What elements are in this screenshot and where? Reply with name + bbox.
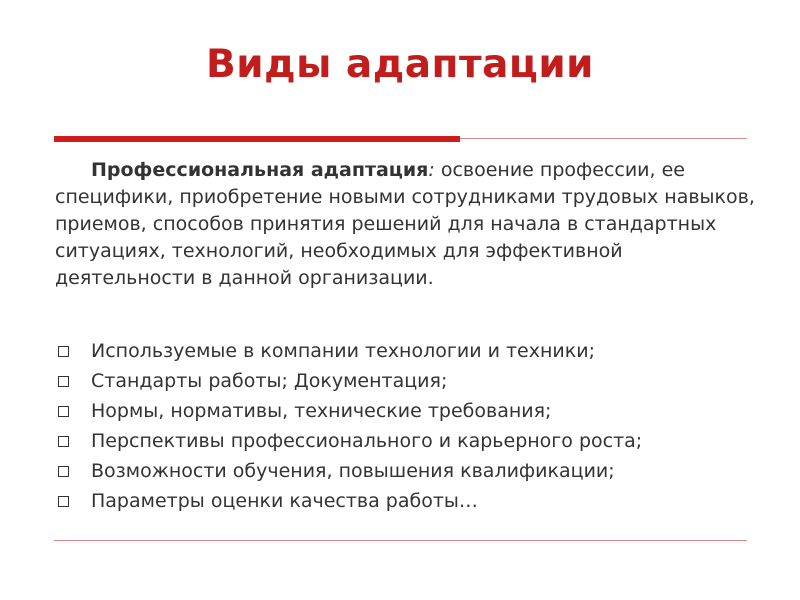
list-item-text: Перспективы профессионального и карьерного роста;: [91, 430, 643, 452]
square-bullet-icon: [58, 346, 69, 357]
list-item-text: Возможности обучения, повышения квалификации;: [91, 460, 615, 482]
list-item: [55, 336, 755, 366]
list-item: [55, 366, 755, 396]
square-bullet-icon: [58, 496, 69, 507]
list-item-text: Используемые в компании технологии и техники;: [91, 340, 595, 362]
square-bullet-icon: [58, 376, 69, 387]
intro-colon: :: [428, 159, 435, 181]
intro-paragraph: [55, 157, 755, 292]
intro-term: Профессиональная адаптация: [91, 159, 429, 181]
list-item: [55, 486, 755, 516]
intro-text: освоение профессии, ее специфики, приобретение новыми сотрудниками трудовых навыков, приемов, способов принятия решений для начала в стандартных ситуациях, технологий, необходимых для эффективной деятельности в данной организации.: [55, 159, 755, 289]
list-item-text: Параметры оценки качества работы…: [91, 490, 478, 512]
list-item: [55, 396, 755, 426]
list-item: [55, 426, 755, 456]
divider-bottom: [54, 540, 747, 541]
list-item-text: Стандарты работы; Документация;: [91, 370, 448, 392]
square-bullet-icon: [58, 436, 69, 447]
square-bullet-icon: [58, 466, 69, 477]
list-item-text: Нормы, нормативы, технические требования;: [91, 400, 552, 422]
square-bullet-icon: [58, 406, 69, 417]
divider-top-accent: [54, 136, 460, 142]
list-item: [55, 456, 755, 486]
bullet-list: [55, 336, 755, 516]
slide-title: Виды адаптации: [206, 42, 594, 87]
